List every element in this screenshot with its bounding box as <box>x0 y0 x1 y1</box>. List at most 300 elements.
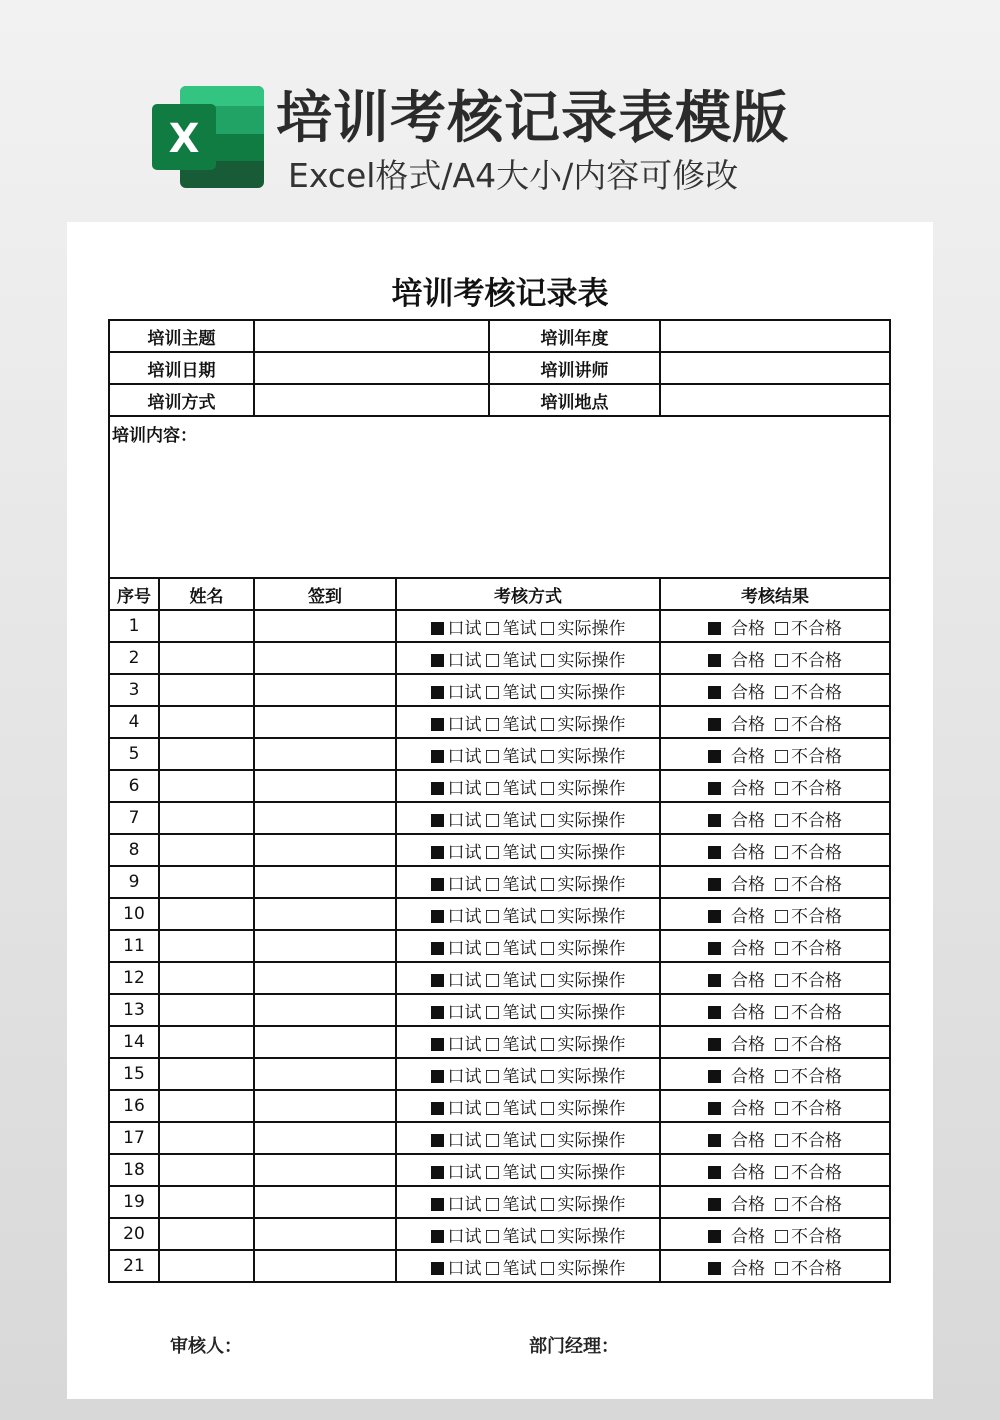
row-number: 6 <box>109 770 159 802</box>
checked-box-icon[interactable] <box>431 878 444 891</box>
sign-cell[interactable] <box>254 994 396 1026</box>
method-option[interactable] <box>486 646 537 671</box>
unchecked-box-icon[interactable] <box>541 622 554 635</box>
unchecked-box-icon[interactable] <box>486 782 499 795</box>
result-option[interactable] <box>708 614 765 639</box>
sign-cell[interactable] <box>254 1154 396 1186</box>
method-option-label: 笔试 <box>502 906 537 927</box>
unchecked-box-icon[interactable] <box>541 942 554 955</box>
row-number: 12 <box>109 962 159 994</box>
unchecked-box-icon[interactable] <box>541 654 554 667</box>
checked-box-icon[interactable] <box>708 1134 721 1147</box>
unchecked-box-icon[interactable] <box>775 782 788 795</box>
checked-box-icon[interactable] <box>431 622 444 635</box>
method-option[interactable] <box>486 934 537 959</box>
checked-box-icon[interactable] <box>431 942 444 955</box>
unchecked-box-icon[interactable] <box>486 718 499 731</box>
unchecked-box-icon[interactable] <box>775 718 788 731</box>
result-option[interactable] <box>708 806 765 831</box>
table-row <box>109 610 890 642</box>
result-option[interactable] <box>708 838 765 863</box>
name-cell[interactable] <box>159 1250 254 1282</box>
method-option[interactable] <box>486 1030 537 1055</box>
sign-cell[interactable] <box>254 898 396 930</box>
method-option[interactable] <box>541 998 626 1023</box>
method-option[interactable] <box>486 710 537 735</box>
result-option[interactable] <box>775 966 842 991</box>
unchecked-box-icon[interactable] <box>541 1006 554 1019</box>
unchecked-box-icon[interactable] <box>486 622 499 635</box>
method-option[interactable] <box>431 838 482 863</box>
unchecked-box-icon[interactable] <box>486 1070 499 1083</box>
checked-box-icon[interactable] <box>431 782 444 795</box>
sign-cell[interactable] <box>254 1186 396 1218</box>
method-option[interactable] <box>486 966 537 991</box>
method-option[interactable] <box>486 1062 537 1087</box>
checked-box-icon[interactable] <box>708 1166 721 1179</box>
result-option-label: 不合格 <box>791 874 842 895</box>
result-option[interactable] <box>775 1062 842 1087</box>
label-location: 培训地点 <box>489 384 660 416</box>
unchecked-box-icon[interactable] <box>541 1166 554 1179</box>
unchecked-box-icon[interactable] <box>541 1230 554 1243</box>
result-option[interactable] <box>775 710 842 735</box>
result-option-label: 合格 <box>731 650 765 671</box>
unchecked-box-icon[interactable] <box>486 1134 499 1147</box>
row-number: 21 <box>109 1250 159 1282</box>
unchecked-box-icon[interactable] <box>775 814 788 827</box>
unchecked-box-icon[interactable] <box>775 1070 788 1083</box>
method-option[interactable] <box>431 998 482 1023</box>
checked-box-icon[interactable] <box>708 654 721 667</box>
unchecked-box-icon[interactable] <box>775 942 788 955</box>
unchecked-box-icon[interactable] <box>775 750 788 763</box>
result-option[interactable] <box>775 1030 842 1055</box>
result-option[interactable] <box>708 1094 765 1119</box>
method-option[interactable] <box>431 870 482 895</box>
result-option[interactable] <box>775 998 842 1023</box>
unchecked-box-icon[interactable] <box>775 1102 788 1115</box>
method-cell <box>396 642 660 674</box>
method-option[interactable] <box>431 678 482 703</box>
name-cell[interactable] <box>159 1186 254 1218</box>
result-option[interactable] <box>708 710 765 735</box>
sign-cell[interactable] <box>254 642 396 674</box>
result-option[interactable] <box>775 1158 842 1183</box>
method-option[interactable] <box>541 646 626 671</box>
sign-cell[interactable] <box>254 1218 396 1250</box>
unchecked-box-icon[interactable] <box>775 1166 788 1179</box>
method-option[interactable] <box>541 902 626 927</box>
unchecked-box-icon[interactable] <box>541 1134 554 1147</box>
unchecked-box-icon[interactable] <box>541 782 554 795</box>
unchecked-box-icon[interactable] <box>486 1262 499 1275</box>
result-option[interactable] <box>708 1222 765 1247</box>
training-content-cell[interactable] <box>109 416 890 578</box>
checked-box-icon[interactable] <box>431 1134 444 1147</box>
method-option[interactable] <box>431 1222 482 1247</box>
checked-box-icon[interactable] <box>708 750 721 763</box>
checked-box-icon[interactable] <box>708 782 721 795</box>
checked-box-icon[interactable] <box>708 1006 721 1019</box>
method-option[interactable] <box>431 774 482 799</box>
method-option-label: 笔试 <box>502 1226 537 1247</box>
method-option[interactable] <box>486 614 537 639</box>
name-cell[interactable] <box>159 802 254 834</box>
name-cell[interactable] <box>159 898 254 930</box>
result-cell <box>660 674 890 706</box>
checked-box-icon[interactable] <box>431 654 444 667</box>
method-option[interactable] <box>431 806 482 831</box>
method-option[interactable] <box>486 1254 537 1279</box>
method-option[interactable] <box>431 902 482 927</box>
result-option[interactable] <box>775 934 842 959</box>
name-cell[interactable] <box>159 866 254 898</box>
method-option[interactable] <box>486 1094 537 1119</box>
result-option[interactable] <box>775 870 842 895</box>
name-cell[interactable] <box>159 642 254 674</box>
result-option-label: 不合格 <box>791 1226 842 1247</box>
unchecked-box-icon[interactable] <box>775 654 788 667</box>
result-option[interactable] <box>708 966 765 991</box>
unchecked-box-icon[interactable] <box>486 878 499 891</box>
unchecked-box-icon[interactable] <box>541 1038 554 1051</box>
sign-cell[interactable] <box>254 802 396 834</box>
sign-cell[interactable] <box>254 738 396 770</box>
method-option[interactable] <box>486 998 537 1023</box>
header-no: 序号 <box>109 578 159 610</box>
unchecked-box-icon[interactable] <box>541 846 554 859</box>
result-option[interactable] <box>708 1062 765 1087</box>
name-cell[interactable] <box>159 1058 254 1090</box>
method-option[interactable] <box>486 1158 537 1183</box>
checked-box-icon[interactable] <box>708 910 721 923</box>
checked-box-icon[interactable] <box>431 910 444 923</box>
result-option[interactable] <box>775 678 842 703</box>
method-option[interactable] <box>486 742 537 767</box>
method-cell <box>396 802 660 834</box>
checked-box-icon[interactable] <box>708 1070 721 1083</box>
checked-box-icon[interactable] <box>708 974 721 987</box>
method-option-label: 实际操作 <box>557 1194 626 1215</box>
unchecked-box-icon[interactable] <box>486 1006 499 1019</box>
method-option[interactable] <box>541 1158 626 1183</box>
method-option[interactable] <box>431 742 482 767</box>
value-instructor[interactable] <box>660 352 890 384</box>
method-option[interactable] <box>541 1094 626 1119</box>
unchecked-box-icon[interactable] <box>486 1038 499 1051</box>
method-option-label: 口试 <box>447 874 482 895</box>
unchecked-box-icon[interactable] <box>541 910 554 923</box>
method-option[interactable] <box>431 614 482 639</box>
checked-box-icon[interactable] <box>431 1038 444 1051</box>
method-option[interactable] <box>541 934 626 959</box>
method-option[interactable] <box>541 806 626 831</box>
checked-box-icon[interactable] <box>708 1102 721 1115</box>
unchecked-box-icon[interactable] <box>541 878 554 891</box>
result-option[interactable] <box>775 1222 842 1247</box>
name-cell[interactable] <box>159 770 254 802</box>
method-option[interactable] <box>541 966 626 991</box>
method-option[interactable] <box>486 870 537 895</box>
result-option[interactable] <box>775 774 842 799</box>
banner-title: 培训考核记录表模版 <box>276 86 789 151</box>
unchecked-box-icon[interactable] <box>486 974 499 987</box>
checked-box-icon[interactable] <box>708 1262 721 1275</box>
method-cell <box>396 770 660 802</box>
method-option[interactable] <box>486 806 537 831</box>
result-option[interactable] <box>708 934 765 959</box>
result-cell <box>660 866 890 898</box>
unchecked-box-icon[interactable] <box>775 910 788 923</box>
method-option[interactable] <box>541 870 626 895</box>
name-cell[interactable] <box>159 1026 254 1058</box>
method-option-label: 笔试 <box>502 714 537 735</box>
checked-box-icon[interactable] <box>708 1198 721 1211</box>
unchecked-box-icon[interactable] <box>486 942 499 955</box>
checked-box-icon[interactable] <box>708 622 721 635</box>
result-option-label: 合格 <box>731 1226 765 1247</box>
method-option-label: 笔试 <box>502 778 537 799</box>
checked-box-icon[interactable] <box>431 1006 444 1019</box>
name-cell[interactable] <box>159 1154 254 1186</box>
unchecked-box-icon[interactable] <box>486 910 499 923</box>
result-option[interactable] <box>708 678 765 703</box>
checked-box-icon[interactable] <box>708 686 721 699</box>
result-option[interactable] <box>775 1190 842 1215</box>
method-option[interactable] <box>541 710 626 735</box>
result-option[interactable] <box>708 870 765 895</box>
unchecked-box-icon[interactable] <box>775 1038 788 1051</box>
name-cell[interactable] <box>159 674 254 706</box>
sign-cell[interactable] <box>254 706 396 738</box>
sign-cell[interactable] <box>254 930 396 962</box>
result-option[interactable] <box>708 1158 765 1183</box>
unchecked-box-icon[interactable] <box>775 1262 788 1275</box>
unchecked-box-icon[interactable] <box>486 1230 499 1243</box>
result-option[interactable] <box>775 614 842 639</box>
value-date[interactable] <box>254 352 489 384</box>
unchecked-box-icon[interactable] <box>775 1230 788 1243</box>
value-location[interactable] <box>660 384 890 416</box>
checked-box-icon[interactable] <box>708 1230 721 1243</box>
result-option-label: 不合格 <box>791 618 842 639</box>
checked-box-icon[interactable] <box>431 1070 444 1083</box>
sign-cell[interactable] <box>254 1250 396 1282</box>
method-option[interactable] <box>541 614 626 639</box>
method-option[interactable] <box>486 678 537 703</box>
checked-box-icon[interactable] <box>708 878 721 891</box>
method-option-label: 笔试 <box>502 682 537 703</box>
unchecked-box-icon[interactable] <box>486 750 499 763</box>
unchecked-box-icon[interactable] <box>775 878 788 891</box>
result-option-label: 不合格 <box>791 1258 842 1279</box>
result-option[interactable] <box>775 646 842 671</box>
name-cell[interactable] <box>159 738 254 770</box>
result-option[interactable] <box>775 1094 842 1119</box>
unchecked-box-icon[interactable] <box>486 1198 499 1211</box>
checked-box-icon[interactable] <box>431 1198 444 1211</box>
method-option-label: 口试 <box>447 1194 482 1215</box>
checked-box-icon[interactable] <box>431 1262 444 1275</box>
method-option[interactable] <box>431 1158 482 1183</box>
unchecked-box-icon[interactable] <box>541 750 554 763</box>
unchecked-box-icon[interactable] <box>486 846 499 859</box>
unchecked-box-icon[interactable] <box>775 1006 788 1019</box>
method-option[interactable] <box>431 934 482 959</box>
method-option[interactable] <box>486 1126 537 1151</box>
sign-cell[interactable] <box>254 1122 396 1154</box>
checked-box-icon[interactable] <box>708 846 721 859</box>
checked-box-icon[interactable] <box>431 686 444 699</box>
sign-cell[interactable] <box>254 1058 396 1090</box>
sign-cell[interactable] <box>254 674 396 706</box>
checked-box-icon[interactable] <box>431 1230 444 1243</box>
method-option[interactable] <box>541 1030 626 1055</box>
method-cell <box>396 1218 660 1250</box>
excel-icon <box>152 86 264 188</box>
result-option[interactable] <box>708 902 765 927</box>
name-cell[interactable] <box>159 1218 254 1250</box>
unchecked-box-icon[interactable] <box>541 974 554 987</box>
result-option-label: 合格 <box>731 970 765 991</box>
method-option[interactable] <box>431 966 482 991</box>
method-option[interactable] <box>541 1222 626 1247</box>
checked-box-icon[interactable] <box>431 1166 444 1179</box>
method-option[interactable] <box>431 646 482 671</box>
unchecked-box-icon[interactable] <box>541 1070 554 1083</box>
result-option[interactable] <box>708 1126 765 1151</box>
table-row <box>109 1154 890 1186</box>
unchecked-box-icon[interactable] <box>775 686 788 699</box>
sign-cell[interactable] <box>254 770 396 802</box>
method-option[interactable] <box>541 1190 626 1215</box>
method-option[interactable] <box>541 1062 626 1087</box>
method-option[interactable] <box>431 1030 482 1055</box>
unchecked-box-icon[interactable] <box>486 814 499 827</box>
result-option[interactable] <box>775 742 842 767</box>
header-method: 考核方式 <box>396 578 660 610</box>
name-cell[interactable] <box>159 962 254 994</box>
method-option[interactable] <box>486 1190 537 1215</box>
method-option[interactable] <box>486 902 537 927</box>
unchecked-box-icon[interactable] <box>541 1262 554 1275</box>
checked-box-icon[interactable] <box>431 814 444 827</box>
sign-cell[interactable] <box>254 1090 396 1122</box>
name-cell[interactable] <box>159 706 254 738</box>
sign-cell[interactable] <box>254 866 396 898</box>
result-option[interactable] <box>708 998 765 1023</box>
method-option[interactable] <box>431 1190 482 1215</box>
checked-box-icon[interactable] <box>431 1102 444 1115</box>
method-option[interactable] <box>541 774 626 799</box>
result-option[interactable] <box>708 1254 765 1279</box>
sign-cell[interactable] <box>254 962 396 994</box>
method-option[interactable] <box>541 742 626 767</box>
method-option[interactable] <box>486 1222 537 1247</box>
result-option[interactable] <box>775 902 842 927</box>
method-option[interactable] <box>431 1094 482 1119</box>
method-option[interactable] <box>541 1126 626 1151</box>
row-number: 13 <box>109 994 159 1026</box>
result-option[interactable] <box>775 806 842 831</box>
table-row <box>109 866 890 898</box>
method-option-label: 口试 <box>447 1066 482 1087</box>
method-option-label: 口试 <box>447 1002 482 1023</box>
result-option[interactable] <box>775 1254 842 1279</box>
header-name: 姓名 <box>159 578 254 610</box>
name-cell[interactable] <box>159 834 254 866</box>
name-cell[interactable] <box>159 1090 254 1122</box>
checked-box-icon[interactable] <box>431 718 444 731</box>
checked-box-icon[interactable] <box>708 1038 721 1051</box>
unchecked-box-icon[interactable] <box>775 1198 788 1211</box>
unchecked-box-icon[interactable] <box>541 718 554 731</box>
unchecked-box-icon[interactable] <box>541 1198 554 1211</box>
sign-cell[interactable] <box>254 610 396 642</box>
sign-cell[interactable] <box>254 1026 396 1058</box>
result-cell <box>660 930 890 962</box>
unchecked-box-icon[interactable] <box>541 814 554 827</box>
unchecked-box-icon[interactable] <box>541 686 554 699</box>
method-option[interactable] <box>431 710 482 735</box>
checked-box-icon[interactable] <box>708 814 721 827</box>
result-option[interactable] <box>708 742 765 767</box>
method-option[interactable] <box>431 1126 482 1151</box>
value-topic[interactable] <box>254 320 489 352</box>
unchecked-box-icon[interactable] <box>486 1166 499 1179</box>
result-cell <box>660 1186 890 1218</box>
table-row <box>109 898 890 930</box>
name-cell[interactable] <box>159 1122 254 1154</box>
value-method[interactable] <box>254 384 489 416</box>
checked-box-icon[interactable] <box>708 942 721 955</box>
value-year[interactable] <box>660 320 890 352</box>
name-cell[interactable] <box>159 610 254 642</box>
result-option[interactable] <box>708 774 765 799</box>
method-option[interactable] <box>541 838 626 863</box>
unchecked-box-icon[interactable] <box>486 654 499 667</box>
method-option[interactable] <box>541 1254 626 1279</box>
unchecked-box-icon[interactable] <box>775 1134 788 1147</box>
result-option[interactable] <box>708 646 765 671</box>
sign-cell[interactable] <box>254 834 396 866</box>
unchecked-box-icon[interactable] <box>775 846 788 859</box>
method-option[interactable] <box>431 1254 482 1279</box>
result-option[interactable] <box>775 838 842 863</box>
method-option[interactable] <box>486 774 537 799</box>
checked-box-icon[interactable] <box>431 974 444 987</box>
result-option[interactable] <box>775 1126 842 1151</box>
result-option[interactable] <box>708 1190 765 1215</box>
unchecked-box-icon[interactable] <box>486 686 499 699</box>
method-option[interactable] <box>541 678 626 703</box>
result-option[interactable] <box>708 1030 765 1055</box>
unchecked-box-icon[interactable] <box>775 974 788 987</box>
name-cell[interactable] <box>159 994 254 1026</box>
name-cell[interactable] <box>159 930 254 962</box>
unchecked-box-icon[interactable] <box>541 1102 554 1115</box>
checked-box-icon[interactable] <box>431 750 444 763</box>
unchecked-box-icon[interactable] <box>775 622 788 635</box>
unchecked-box-icon[interactable] <box>486 1102 499 1115</box>
method-option[interactable] <box>486 838 537 863</box>
method-option[interactable] <box>431 1062 482 1087</box>
method-option-label: 口试 <box>447 906 482 927</box>
checked-box-icon[interactable] <box>431 846 444 859</box>
method-option-label: 口试 <box>447 1258 482 1279</box>
checked-box-icon[interactable] <box>708 718 721 731</box>
